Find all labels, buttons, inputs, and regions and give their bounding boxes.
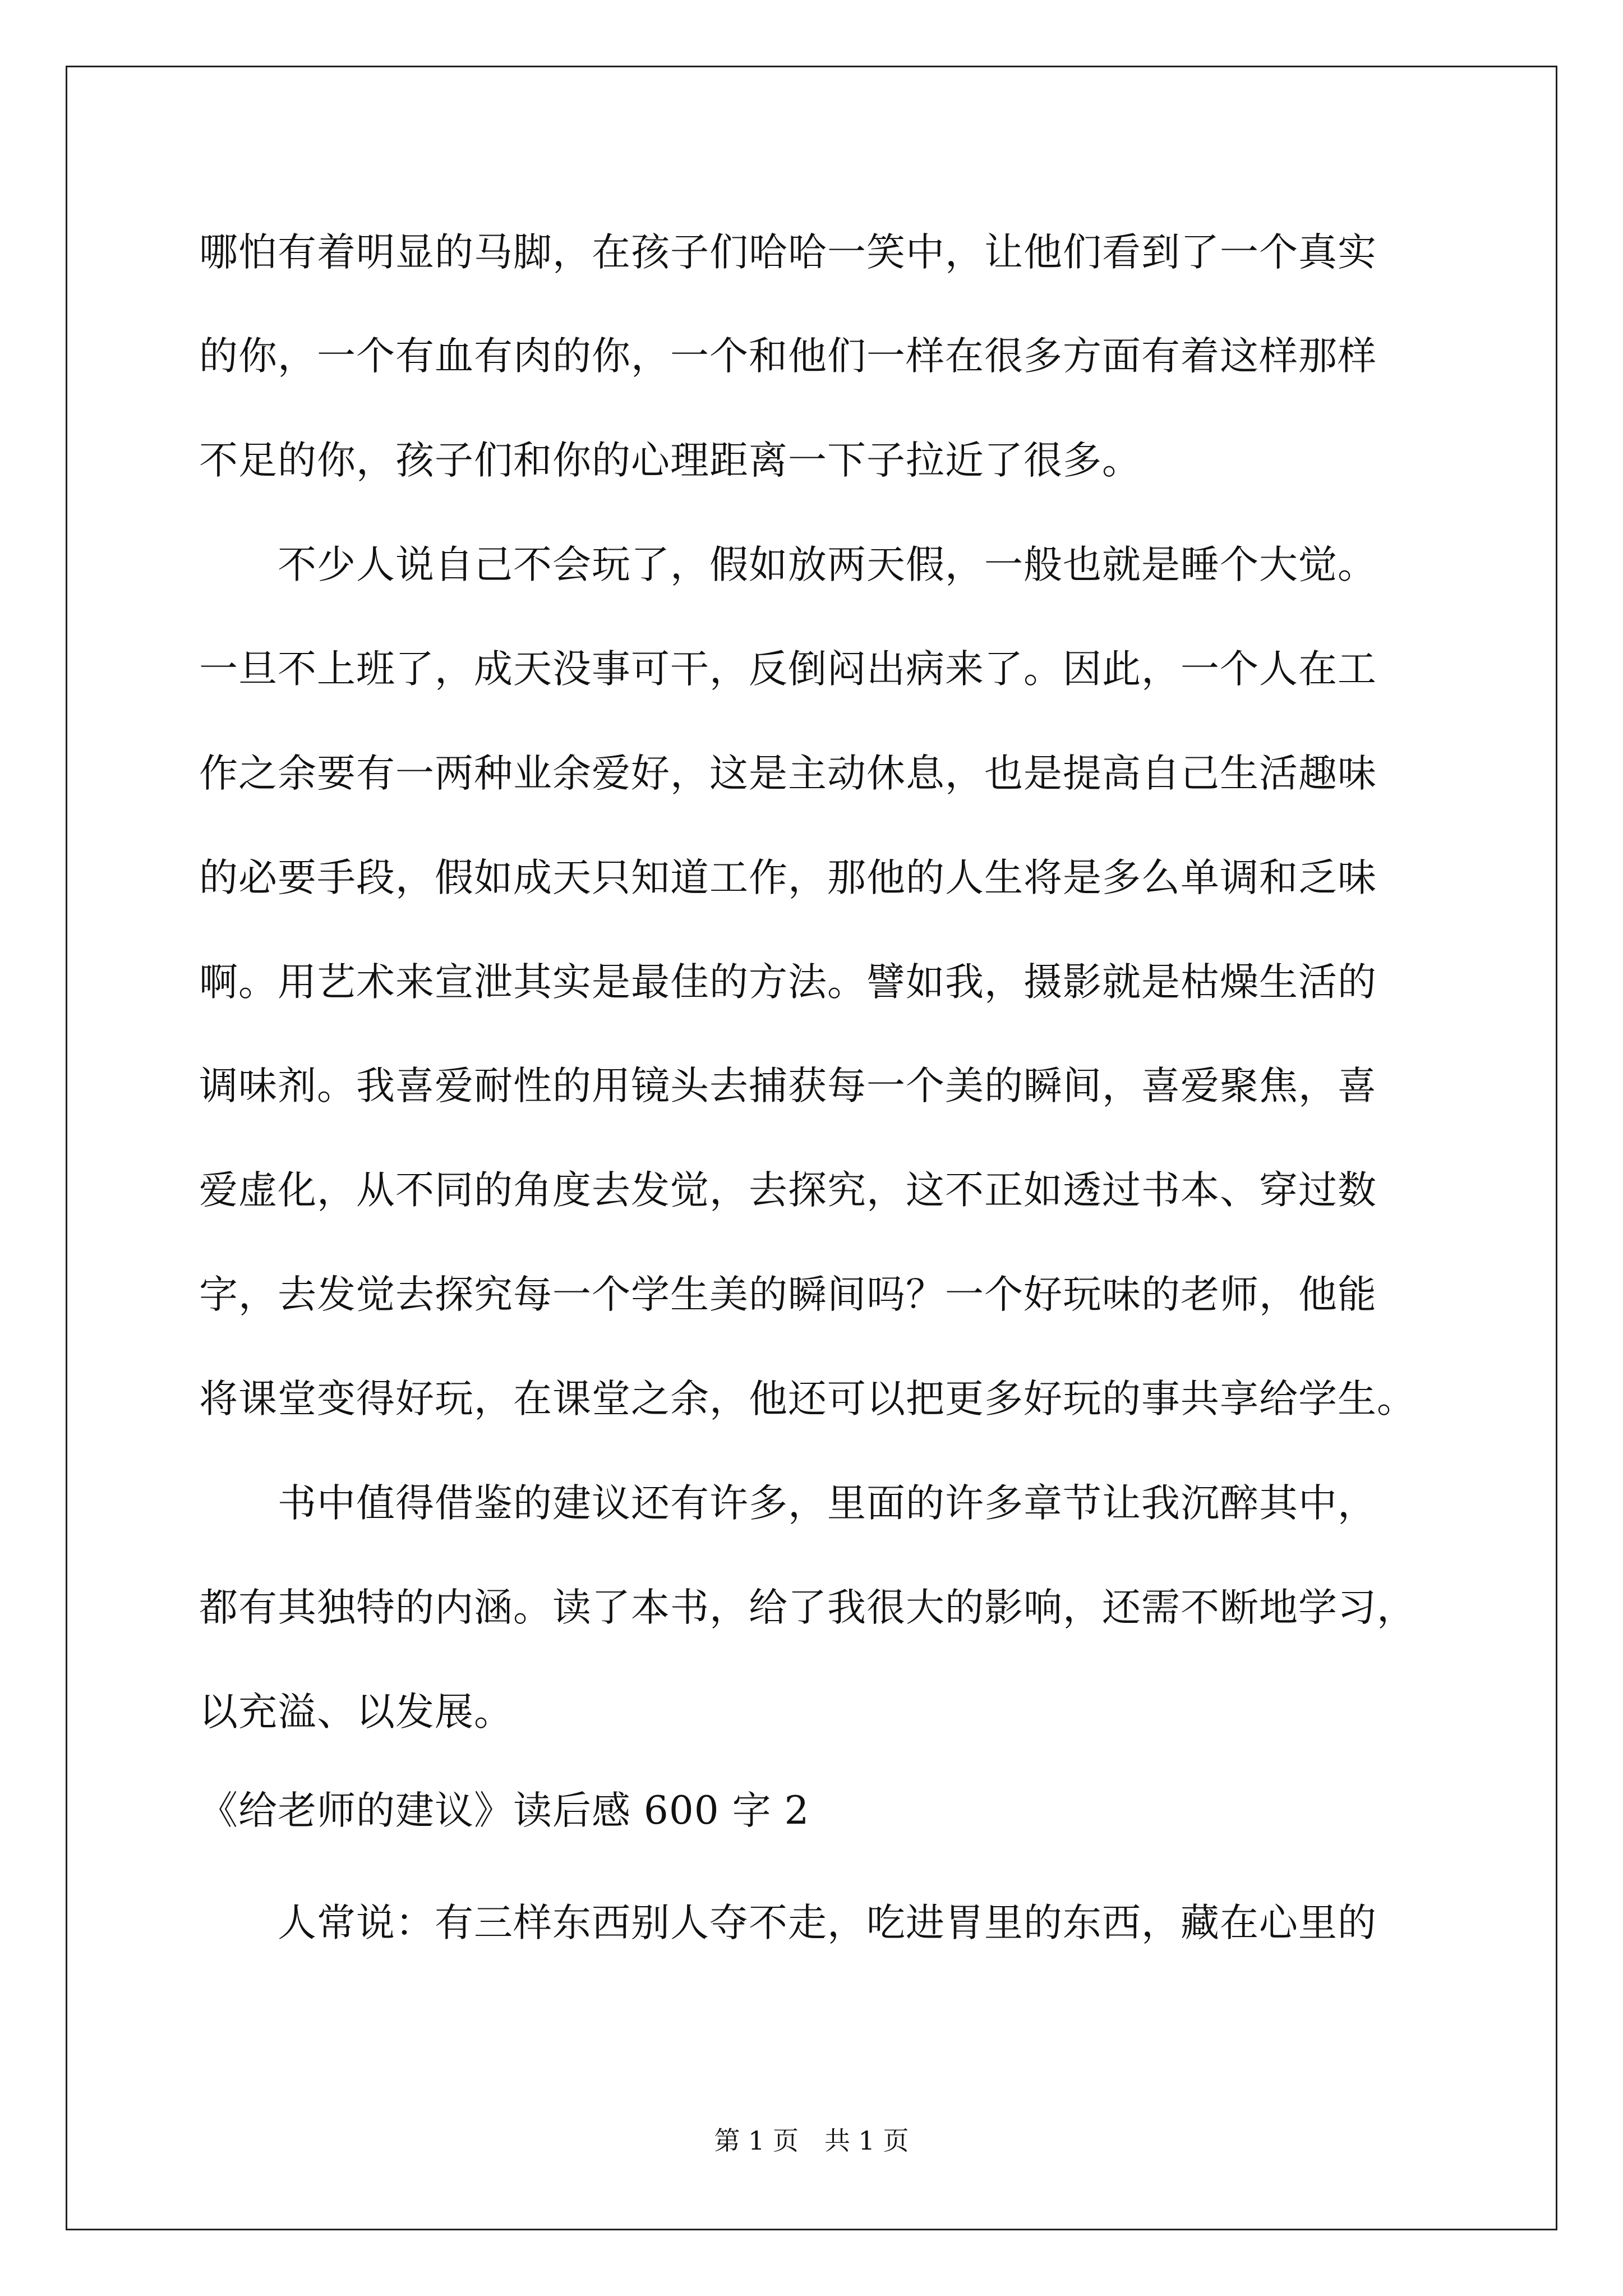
text-line: 书中值得借鉴的建议还有许多，里面的许多章节让我沉醉其中， — [199, 1481, 1377, 1526]
text-line: 哪怕有着明显的马脚，在孩子们哈哈一笑中，让他们看到了一个真实 — [199, 230, 1377, 275]
text-line: 一旦不上班了，成天没事可干，反倒闷出病来了。因此，一个人在工 — [199, 647, 1377, 692]
text-line: 以充溢、以发展。 — [199, 1690, 513, 1734]
text-line: 作之余要有一两种业余爱好，这是主动休息，也是提高自己生活趣味 — [199, 751, 1377, 796]
text-line: 都有其独特的内涵。读了本书，给了我很大的影响，还需不断地学习， — [199, 1585, 1416, 1630]
text-line: 不少人说自己不会玩了，假如放两天假，一般也就是睡个大觉。 — [199, 542, 1377, 587]
text-line: 不足的你，孩子们和你的心理距离一下子拉近了很多。 — [199, 438, 1141, 483]
page-footer: 第 1 页 共 1 页 — [714, 2125, 909, 2156]
text-line: 调味剂。我喜爱耐性的用镜头去捕获每一个美的瞬间，喜爱聚焦，喜 — [199, 1064, 1377, 1108]
text-line: 的必要手段，假如成天只知道工作，那他的人生将是多么单调和乏味 — [199, 855, 1377, 900]
section-heading: 《给老师的建议》读后感 600 字 2 — [199, 1788, 810, 1833]
text-line: 爱虚化，从不同的角度去发觉，去探究，这不正如透过书本、穿过数 — [199, 1168, 1377, 1213]
text-line: 人常说：有三样东西别人夺不走，吃进胃里的东西，藏在心里的 — [199, 1901, 1377, 1945]
text-line: 的你，一个有血有肉的你，一个和他们一样在很多方面有着这样那样 — [199, 334, 1377, 379]
text-line: 啊。用艺术来宣泄其实是最佳的方法。譬如我，摄影就是枯燥生活的 — [199, 960, 1377, 1005]
text-line: 字，去发觉去探究每一个学生美的瞬间吗？一个好玩味的老师，他能 — [199, 1272, 1377, 1317]
text-line: 将课堂变得好玩，在课堂之余，他还可以把更多好玩的事共享给学生。 — [199, 1377, 1416, 1421]
